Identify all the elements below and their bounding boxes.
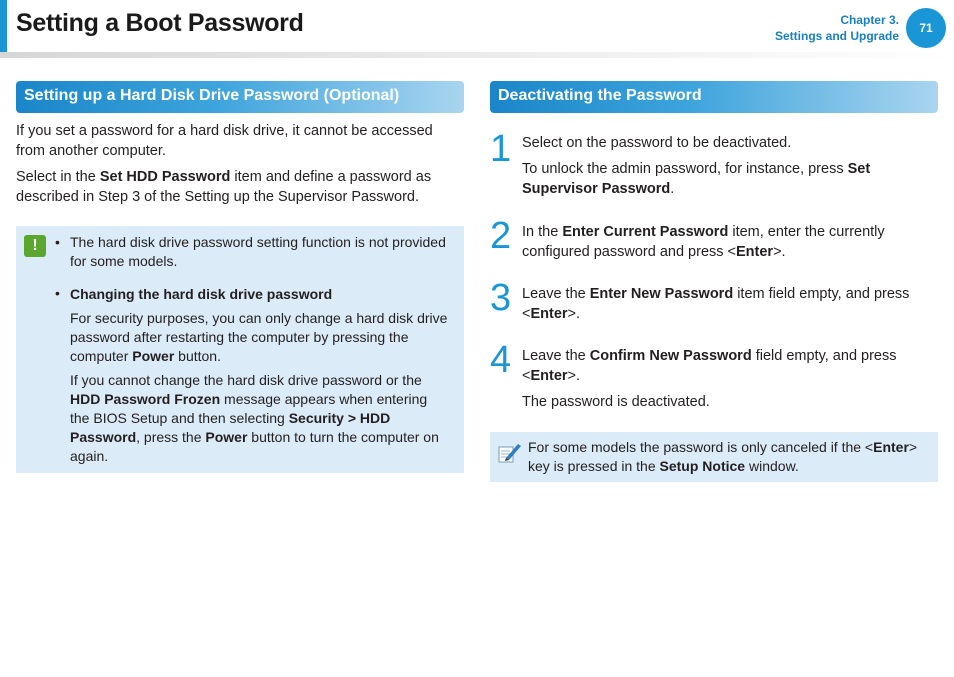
header-divider	[0, 52, 954, 58]
step-number-4: 4	[490, 339, 512, 381]
page-number-badge: 71	[906, 8, 946, 48]
step-number-1: 1	[490, 128, 512, 170]
header-accent-bar	[0, 0, 7, 52]
section-heading-hdd-password: Setting up a Hard Disk Drive Password (Optional)	[16, 81, 464, 113]
step-3-text: Leave the Enter New Password item field empty, and press <Enter>.	[522, 286, 910, 322]
step-1-text: Select on the password to be deactivated.	[522, 135, 792, 151]
chapter-number: Chapter 3.	[840, 13, 899, 27]
chapter-name: Settings and Upgrade	[774, 29, 899, 43]
step-4-text: Leave the Confirm New Password field empty, and press <Enter>.	[522, 348, 897, 384]
note-frozen-paragraph: If you cannot change the hard disk drive password or the HDD Password Frozen message appears when entering the BIOS Setup and then selecting Security > HDD Password, press the Power button to turn the computer on again.	[70, 372, 439, 464]
page-title: Setting a Boot Password	[16, 9, 304, 37]
step-4-result: The password is deactivated.	[522, 394, 710, 410]
note-bullet-models: The hard disk drive password setting function is not provided for some models.	[70, 234, 446, 269]
hdd-intro-paragraph: If you set a password for a hard disk drive, it cannot be accessed from another computer.	[16, 123, 433, 159]
note-bullet-title: Changing the hard disk drive password	[70, 286, 333, 302]
step-number-3: 3	[490, 277, 512, 319]
pencil-note-icon	[496, 440, 522, 466]
bullet-dot: •	[55, 234, 60, 250]
exclamation-icon: !	[24, 235, 46, 257]
step-2-text: In the Enter Current Password item, enter the currently configured password and press <Enter>.	[522, 224, 885, 260]
step-number-2: 2	[490, 215, 512, 257]
info-note-text: For some models the password is only canceled if the <Enter> key is pressed in the Setup Notice window.	[528, 439, 918, 474]
hdd-step-paragraph: Select in the Set HDD Password item and define a password as described in Step 3 of the Setting up the Supervisor Password.	[16, 169, 432, 205]
note-security-paragraph: For security purposes, you can only change a hard disk drive password after restarting the computer by pressing the computer Power button.	[70, 310, 448, 364]
chapter-label	[775, 12, 899, 44]
bullet-dot: •	[55, 285, 60, 301]
page-header	[0, 0, 954, 60]
section-heading-deactivate: Deactivating the Password	[490, 81, 938, 113]
step-1-detail: To unlock the admin password, for instance, press Set Supervisor Password.	[522, 161, 871, 197]
